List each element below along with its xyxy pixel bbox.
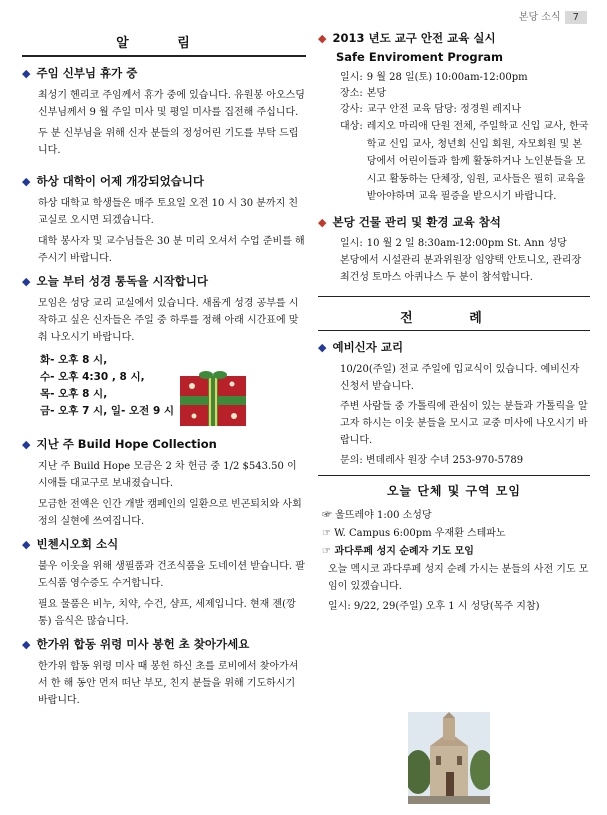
groups-body: 오늘 멕시코 과다루페 성지 순례 가시는 분들의 사전 기도 모임이 있겠습니다. 일시: 9/22, 29(주일) 오후 1 시 성당(목주 지참) bbox=[328, 563, 589, 612]
section-title: ◆ 본당 건물 관리 및 환경 교육 참석 bbox=[318, 214, 501, 229]
section-title: ◆ 빈첸시오회 소식 bbox=[22, 537, 119, 551]
section-bible bbox=[22, 273, 306, 420]
section-buildhope bbox=[22, 436, 306, 530]
section-facility bbox=[318, 214, 590, 286]
section-safe-env bbox=[318, 30, 590, 206]
bullet-icon: ◆ bbox=[22, 538, 31, 551]
groups-list bbox=[318, 507, 590, 561]
list-item: ☞ 울뜨레야 1:00 소성당 bbox=[322, 509, 432, 521]
bullet-icon: ◆ bbox=[318, 340, 327, 354]
section-vacation bbox=[22, 65, 306, 159]
list-item: ☞ W. Campus 6:00pm 우재환 스테파노 bbox=[322, 527, 506, 539]
section-title: ◆ 2013 년도 교구 안전 교육 실시 bbox=[318, 31, 496, 45]
bullet-icon: ◆ bbox=[22, 67, 31, 80]
bullet-icon: ◆ bbox=[22, 438, 31, 451]
list-item: ☞ 과다루페 성지 순례자 기도 모임 bbox=[322, 545, 474, 557]
section-body: 일시: 9 월 28 일(토) 10:00am-12:00pm 장소: 본당 강사: 교구 안전 교육 담당: 정경원 레지나 대상: 레지오 마리애 단원 전체, 주일학교 신입 교사, 한국 학교 신입 교사, 청년회 신입 회원, 자모회원 및 본당에서 어린이들과 함께 활동하거나 노인분들을 모시고 활동하는 단체장, 임원, 교사들은 필히 교육을 받아야하며 교육 필증을 받으시기 바랍니다. bbox=[340, 72, 589, 202]
church-photo bbox=[408, 712, 490, 804]
section-candle bbox=[22, 636, 306, 709]
bullet-icon: ◆ bbox=[318, 215, 327, 229]
bible-schedule: 화- 오후 8 시, 수- 오후 4:30 , 8 시, 목- 오후 8 시, 금- 오후 7 시, 일- 오전 9 시 bbox=[40, 354, 175, 417]
section-title: ◆ 주임 신부님 휴가 중 bbox=[22, 66, 138, 80]
section-body: 지난 주 Build Hope 모금은 2 차 헌금 중 1/2 $543.50 이 시애틀 대교구로 보내졌습니다. 모금한 전액은 인간 개발 캠페인의 일환으로 빈곤퇴치와 사회 정의 실현에 쓰여집니다. bbox=[38, 461, 302, 527]
section-title: ◆ 오늘 부터 성경 통독을 시작합니다 bbox=[22, 274, 209, 288]
header-label: 본당 소식 bbox=[518, 12, 561, 23]
section-title: ◆ 예비신자 교리 bbox=[318, 339, 404, 354]
section-vincent bbox=[22, 536, 306, 630]
section-body: 10/20(주일) 전교 주일에 입교식이 있습니다. 예비신자 신청서 받습니다. 주변 사람들 중 가톨릭에 관심이 있는 분들과 가톨릭을 알고자 하시는 이웃 분들을 모시고 교중 미사에 나오시기 바랍니다. 문의: 변데레사 원장 수녀 253-970-5789 bbox=[340, 363, 588, 466]
section-body: 모임은 성당 교리 교실에서 있습니다. 새롭게 성경 공부를 시작하고 싶은 신자들은 주일 중 하루를 정해 아래 시간표에 맞춰 나오시기 바랍니다. bbox=[38, 298, 299, 343]
section-hasang bbox=[22, 173, 306, 267]
section-body: 한가위 합동 위령 미사 때 봉헌 하신 초를 로비에서 찾아가셔서 한 해 동안 먼저 떠난 부모, 친지 분들을 위해 기도하시기 바랍니다. bbox=[38, 661, 299, 706]
section-body: 불우 이웃을 위해 생필품과 건조식품을 도네이션 받습니다. 팔도식품 영수증도 수거합니다. 필요 물품은 비누, 치약, 수건, 샴프, 세제입니다. 현재 젠(깡통) 음식은 많습니다. bbox=[38, 561, 305, 627]
gift-box-image bbox=[178, 370, 248, 428]
bullet-icon: ◆ bbox=[22, 275, 31, 288]
section-subtitle: Safe Enviroment Program bbox=[336, 50, 504, 64]
notice-banner: 알 림 bbox=[22, 30, 306, 57]
section-body: 최성기 헨리코 주임께서 휴가 중에 있습니다. 유원봉 아오스딩 신부님께서 9 월 주일 미사 및 평일 미사를 집전해 주십니다. 두 분 신부님을 위해 신자 분들의 정성어린 기도를 부탁 드립니다. bbox=[38, 90, 305, 156]
section-title: ◆ 한가위 합동 위령 미사 봉헌 초 찾아가세요 bbox=[22, 637, 250, 651]
bullet-icon: ◆ bbox=[22, 638, 31, 651]
left-column bbox=[22, 30, 306, 713]
section-title: ◆ 지난 주 Build Hope Collection bbox=[22, 437, 217, 451]
bullet-icon: ◆ bbox=[22, 175, 31, 188]
page-header bbox=[519, 8, 587, 24]
section-body: 하상 대학교 학생들은 매주 토요일 오전 10 시 30 분까지 친교실로 오시면 되겠습니다. 대학 봉사자 및 교수님들은 30 분 미리 오셔서 수업 준비를 해 주시기 바랍니다. bbox=[38, 198, 305, 264]
section-body: 일시: 10 월 2 일 8:30am-12:00pm St. Ann 성당 본당에서 시설관리 분과위원장 임양택 안토니오, 관리장 최건성 토마스 아퀴나스 두 분이 참석합니다. bbox=[340, 237, 582, 283]
divider bbox=[318, 475, 590, 476]
divider bbox=[318, 296, 590, 297]
page-number: 7 bbox=[565, 11, 587, 24]
right-column bbox=[318, 30, 590, 618]
section-catechumen bbox=[318, 339, 590, 469]
section-title: ◆ 하상 대학이 어제 개강되었습니다 bbox=[22, 174, 205, 188]
bullet-icon: ◆ bbox=[318, 32, 327, 45]
groups-title: 오늘 단체 및 구역 모임 bbox=[386, 483, 522, 498]
liturgy-banner: 전 례 bbox=[318, 305, 590, 331]
